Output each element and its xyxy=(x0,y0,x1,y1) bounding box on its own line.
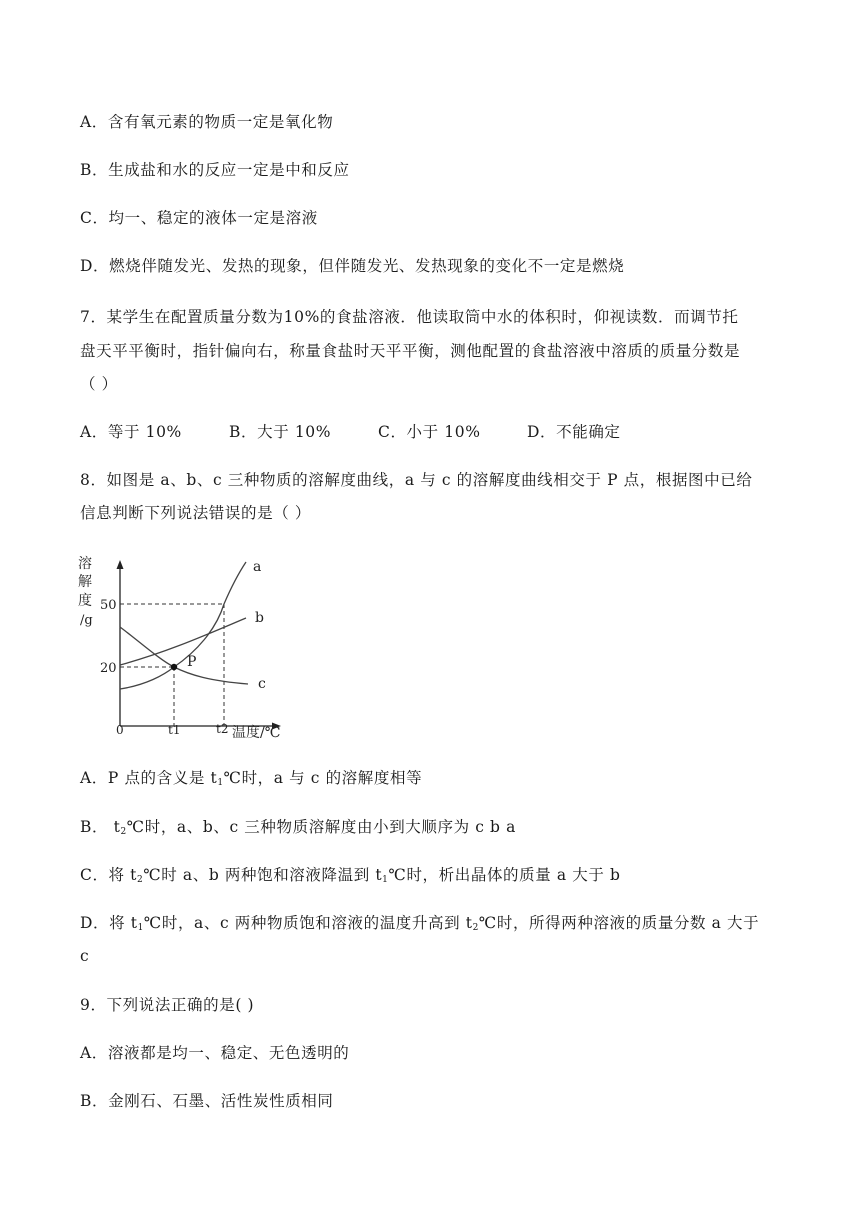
q6-option-a: A．含有氧元素的物质一定是氧化物 xyxy=(80,113,334,131)
y-axis-arrow xyxy=(117,560,124,569)
q6-option-b: B．生成盐和水的反应一定是中和反应 xyxy=(80,161,350,179)
q8-option-d-line-2: c xyxy=(80,947,90,965)
series-c-label: c xyxy=(258,676,266,692)
x-tick-t1: t1 xyxy=(168,723,181,737)
ylabel-line-2: 解 xyxy=(78,574,92,590)
q6-option-c: C．均一、稳定的液体一定是溶液 xyxy=(80,209,318,227)
q7-option-c: C．小于 10% xyxy=(378,423,481,441)
q7-stem-line-3: （ ） xyxy=(80,375,118,393)
curve-c xyxy=(120,627,248,684)
q8-option-d: D．将 $t_1℃$时，a、c 两种物质饱和溶液的温度升高到 $t_2℃$时，所得两种溶液的质量分数 a 大于 xyxy=(80,914,760,933)
q9-option-b: B．金刚石、石墨、活性炭性质相同 xyxy=(80,1092,334,1110)
q7-option-b: B．大于 10% xyxy=(229,423,332,441)
solubility-curve-chart xyxy=(78,548,288,744)
q8-option-a: A．P 点的含义是 $t_1℃$时，a 与 c 的溶解度相等 xyxy=(80,769,423,788)
q9-option-a: A．溶液都是均一、稳定、无色透明的 xyxy=(80,1044,350,1062)
q9-stem: 9．下列说法正确的是( ) xyxy=(80,996,255,1014)
q8-stem-line-2: 信息判断下列说法错误的是（ ） xyxy=(80,504,311,522)
point-p xyxy=(171,664,177,670)
origin-label: 0 xyxy=(116,723,124,737)
q8-stem-line-1: 8．如图是 a、b、c 三种物质的溶解度曲线，a 与 c 的溶解度曲线相交于 P 点，根据图中已给 xyxy=(80,471,753,489)
ylabel-line-3: 度 xyxy=(78,593,92,609)
q7-option-d: D．不能确定 xyxy=(527,423,621,441)
y-tick-50: 50 xyxy=(100,598,117,613)
q7-options xyxy=(80,420,780,440)
ylabel-line-4: /g xyxy=(80,613,93,628)
x-axis-label: 温度/℃ xyxy=(232,725,281,741)
q8-option-c: C．将 $t_2℃$时 a、b 两种饱和溶液降温到 $t_1℃$时，析出晶体的质量 a 大于 b xyxy=(80,866,621,885)
q8-option-b: B． $t_2℃$时，a、b、c 三种物质溶解度由小到大顺序为 c b a xyxy=(80,818,516,837)
q7-stem-line-2: 盘天平平衡时，指针偏向右，称量食盐时天平平衡，测他配置的食盐溶液中溶质的质量分数是 xyxy=(80,342,741,360)
point-p-label: P xyxy=(187,654,197,670)
q7-stem-line-1: 7．某学生在配置质量分数为10%的食盐溶液．他读取筒中水的体积时，仰视读数．而调节托 xyxy=(80,308,739,326)
q7-option-a: A．等于 10% xyxy=(80,423,182,441)
q6-option-d: D．燃烧伴随发光、发热的现象，但伴随发光、发热现象的变化不一定是燃烧 xyxy=(80,257,625,275)
x-tick-t2: t2 xyxy=(216,722,229,736)
ylabel-line-1: 溶 xyxy=(78,556,92,572)
series-a-label: a xyxy=(253,559,262,575)
series-b-label: b xyxy=(255,610,264,626)
y-tick-20: 20 xyxy=(100,661,117,676)
